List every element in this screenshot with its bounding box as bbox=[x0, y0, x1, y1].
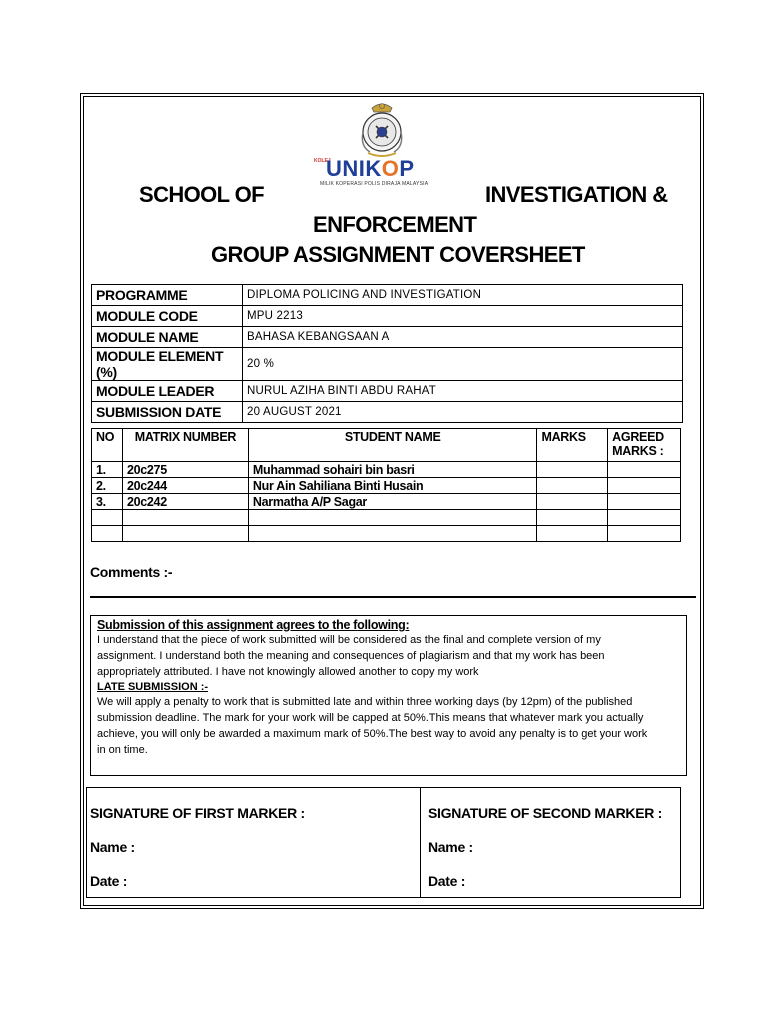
cell-marks bbox=[537, 494, 608, 510]
unikop-logo bbox=[314, 156, 438, 190]
cell-marks bbox=[537, 526, 608, 542]
cell-agreed bbox=[608, 478, 681, 494]
info-label: MODULE CODE bbox=[92, 306, 243, 327]
cell-agreed bbox=[608, 510, 681, 526]
declaration-line: assignment. I understand both the meaning and consequences of plagiarism and that my work has been bbox=[97, 649, 605, 662]
info-row-module-name bbox=[92, 327, 683, 348]
table-row bbox=[92, 526, 681, 542]
late-submission-line: in on time. bbox=[97, 743, 148, 756]
cell-matrix: 20c244 bbox=[122, 478, 248, 494]
module-info-table bbox=[91, 284, 683, 423]
info-label: MODULE ELEMENT (%) bbox=[92, 348, 243, 381]
first-marker-label: SIGNATURE OF FIRST MARKER : bbox=[90, 805, 305, 821]
first-marker-section bbox=[90, 805, 305, 907]
cell-no: 2. bbox=[92, 478, 123, 494]
col-header-marks: MARKS bbox=[537, 429, 608, 462]
signature-divider bbox=[420, 788, 421, 897]
second-marker-date-label: Date : bbox=[428, 873, 466, 889]
comments-divider bbox=[90, 596, 696, 598]
cell-agreed bbox=[608, 462, 681, 478]
logo-wordmark: UNIKOP bbox=[326, 156, 415, 181]
second-marker-section bbox=[428, 805, 662, 907]
second-marker-label: SIGNATURE OF SECOND MARKER : bbox=[428, 805, 663, 821]
declaration-line: appropriately attributed. I have not knowingly allowed another to copy my work bbox=[97, 665, 479, 678]
cell-marks bbox=[537, 478, 608, 494]
cell-name bbox=[248, 526, 537, 542]
cell-no: 1. bbox=[92, 462, 123, 478]
info-value: MPU 2213 bbox=[243, 306, 683, 327]
cell-name: Nur Ain Sahiliana Binti Husain bbox=[248, 478, 537, 494]
cell-name: Muhammad sohairi bin basri bbox=[248, 462, 537, 478]
table-row bbox=[92, 478, 681, 494]
declaration-line: I understand that the piece of work submitted will be considered as the final and complete version of my bbox=[97, 634, 601, 646]
declaration-box bbox=[90, 615, 687, 776]
student-table-header bbox=[92, 429, 681, 462]
table-row bbox=[92, 462, 681, 478]
table-row bbox=[92, 494, 681, 510]
comments-label: Comments :- bbox=[90, 564, 173, 580]
title-line3: GROUP ASSIGNMENT COVERSHEET bbox=[211, 242, 585, 267]
cell-no bbox=[92, 510, 123, 526]
late-submission-line: We will apply a penalty to work that is submitted late and within three working days (by 12pm) of the published bbox=[97, 696, 633, 709]
info-row-module-leader bbox=[92, 381, 683, 402]
cell-name bbox=[248, 510, 537, 526]
signature-box bbox=[86, 787, 681, 898]
info-label: SUBMISSION DATE bbox=[92, 402, 243, 423]
cell-name: Narmatha A/P Sagar bbox=[248, 494, 537, 510]
cell-marks bbox=[537, 510, 608, 526]
logo-tagline: MILIK KOPERASI POLIS DIRAJA MALAYSIA bbox=[320, 181, 429, 187]
info-row-module-element bbox=[92, 348, 683, 381]
police-crest-emblem bbox=[350, 98, 414, 160]
declaration-heading: Submission of this assignment agrees to the following: bbox=[97, 618, 410, 632]
late-submission-line: achieve, you will only be awarded a maximum mark of 50%.The best way to avoid any penalty is to get your work bbox=[97, 727, 648, 740]
first-marker-date-label: Date : bbox=[90, 873, 128, 889]
cell-matrix: 20c242 bbox=[122, 494, 248, 510]
col-header-agreed: AGREED MARKS : bbox=[608, 429, 681, 462]
info-row-programme bbox=[92, 285, 683, 306]
late-submission-heading: LATE SUBMISSION :- bbox=[97, 681, 209, 694]
title-line2: ENFORCEMENT bbox=[313, 212, 477, 237]
table-row bbox=[92, 510, 681, 526]
second-marker-name-label: Name : bbox=[428, 839, 473, 855]
cell-matrix: 20c275 bbox=[122, 462, 248, 478]
info-row-module-code bbox=[92, 306, 683, 327]
info-label: PROGRAMME bbox=[92, 285, 243, 306]
cell-agreed bbox=[608, 494, 681, 510]
cell-no: 3. bbox=[92, 494, 123, 510]
info-value: 20 % bbox=[243, 348, 683, 381]
late-submission-line: submission deadline. The mark for your work will be capped at 50%.This means that whatever mark you actually bbox=[97, 712, 644, 725]
info-value: DIPLOMA POLICING AND INVESTIGATION bbox=[243, 285, 683, 306]
col-header-matrix: MATRIX NUMBER bbox=[122, 429, 248, 462]
first-marker-name-label: Name : bbox=[90, 839, 135, 855]
info-row-submission-date bbox=[92, 402, 683, 423]
cell-matrix bbox=[122, 526, 248, 542]
info-label: MODULE NAME bbox=[92, 327, 243, 348]
info-label: MODULE LEADER bbox=[92, 381, 243, 402]
info-value: BAHASA KEBANGSAAN A bbox=[243, 327, 683, 348]
title-line1-left: SCHOOL OF bbox=[139, 182, 264, 207]
logo-kicker: KOLEJ bbox=[314, 158, 331, 164]
student-table bbox=[91, 428, 681, 542]
cell-marks bbox=[537, 462, 608, 478]
cell-matrix bbox=[122, 510, 248, 526]
title-line1-right: INVESTIGATION & bbox=[485, 182, 668, 207]
col-header-name: STUDENT NAME bbox=[248, 429, 537, 462]
info-value: NURUL AZIHA BINTI ABDU RAHAT bbox=[243, 381, 683, 402]
col-header-no: NO bbox=[92, 429, 123, 462]
cell-no bbox=[92, 526, 123, 542]
info-value: 20 AUGUST 2021 bbox=[243, 402, 683, 423]
cell-agreed bbox=[608, 526, 681, 542]
